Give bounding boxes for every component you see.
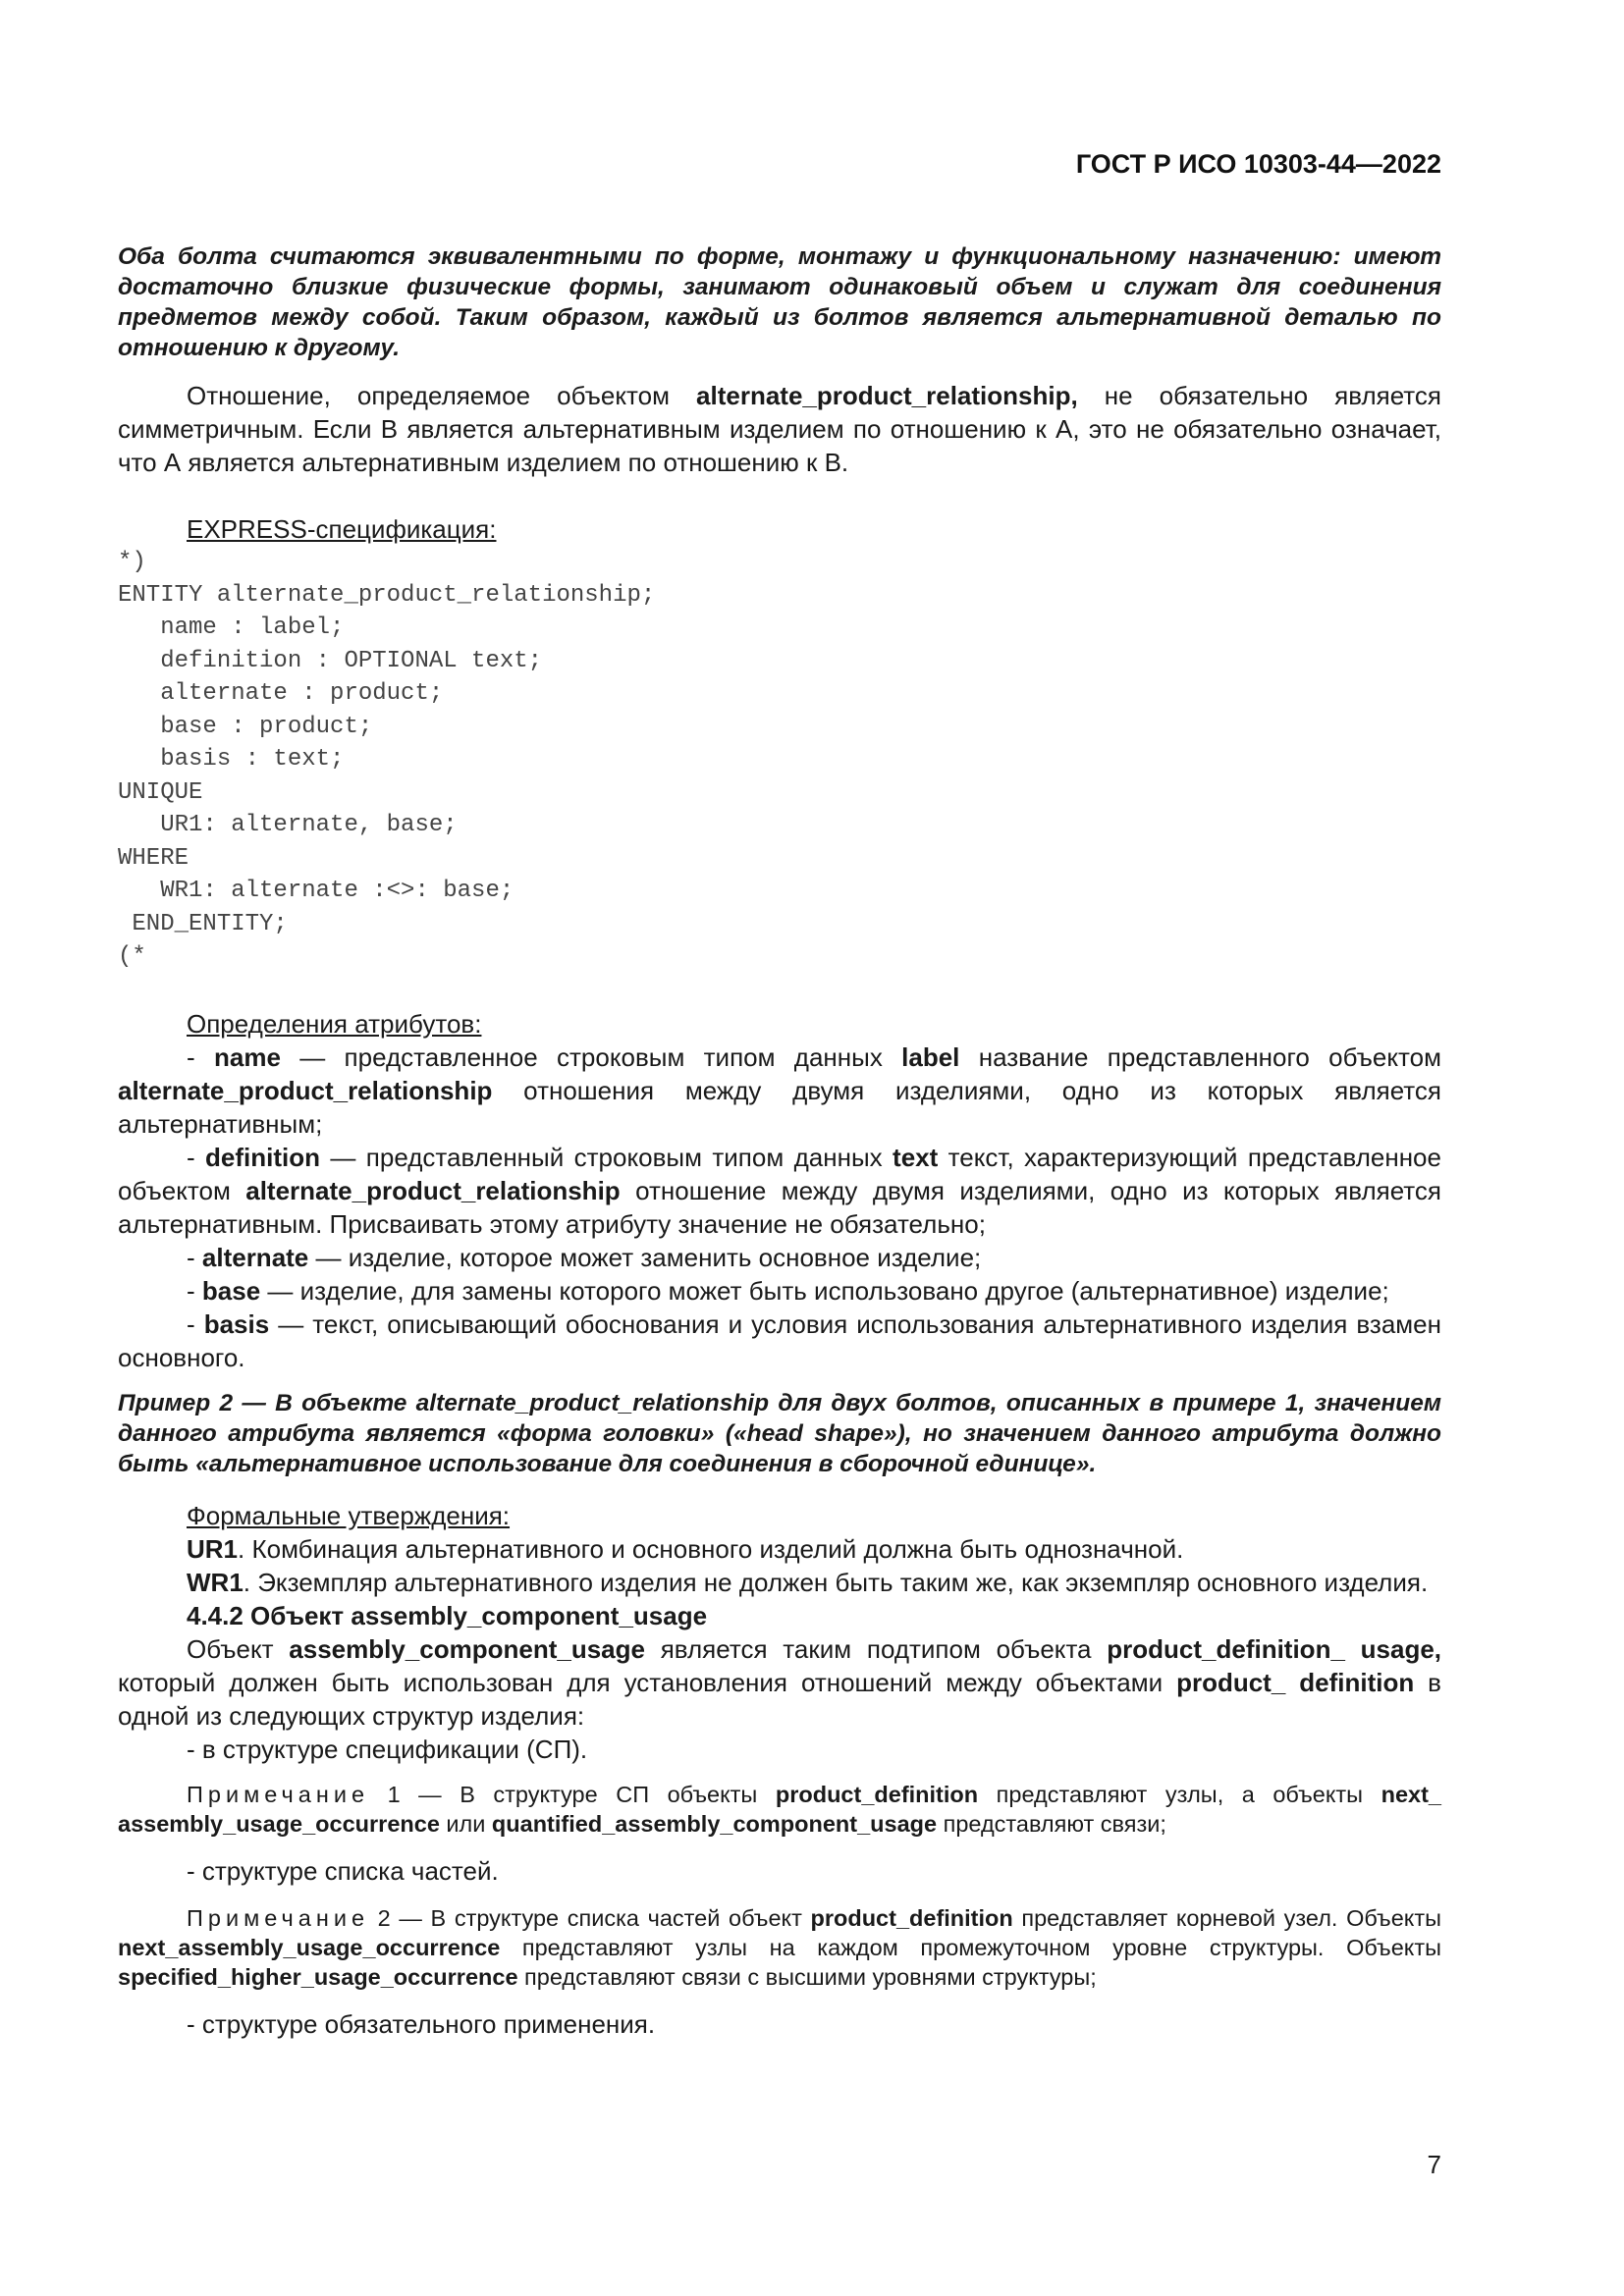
term: quantified_assembly_component_usage xyxy=(491,1810,938,1837)
text: — изделие, для замены которого может быть использовано другое (альтернативное) изделие; xyxy=(260,1275,1389,1306)
term: definition xyxy=(205,1142,321,1172)
section-4-4-2-heading: 4.4.2 Объект assembly_component_usage xyxy=(187,1600,708,1630)
term: product_definition xyxy=(775,1781,979,1807)
term: WR1 xyxy=(187,1567,244,1597)
text: Отношение, определяемое объектом xyxy=(187,381,697,410)
text: представляет корневой узел. Объекты xyxy=(1012,1904,1441,1931)
attr-alternate-definition: - alternate — изделие, которое может заменить основное изделие; xyxy=(187,1242,982,1272)
term: product_ definition xyxy=(1176,1667,1415,1697)
attr-definition-definition: - definition — представленный строковым типом данных text текст, характеризующий представленное объектом alternate_product_relationship отношение между двумя изделиями, одно из которых является альтернативным. Присваивать этому атрибуту значение не обязательно; xyxy=(118,1142,1441,1239)
attr-base-definition: - base — изделие, для замены которого может быть использовано другое (альтернативное) изделие; xyxy=(187,1275,1389,1306)
example-2: Пример 2 — В объекте alternate_product_relationship для двух болтов, описанных в примере 1, значением данного атрибута является «форма головки» («head shape»), но значением данного атрибута должно быть «альтернативное использование для соединения в сборочной единице». xyxy=(118,1389,1441,1477)
express-heading: EXPRESS-спецификация: xyxy=(187,514,497,544)
term: label xyxy=(901,1041,960,1072)
term: name xyxy=(213,1041,281,1072)
note-label: Примечание xyxy=(187,1904,370,1931)
term: product_definition_ usage, xyxy=(1107,1633,1442,1664)
example-1-tail: Оба болта считаются эквивалентными по форме, монтажу и функциональному назначению: имеют достаточно близкие физические формы, занимают одинаковый объем и служат для соединения предметов между собой. Таким образом, каждый из болтов является альтернативной деталью по отношению к другому. xyxy=(118,243,1441,361)
express-code: *) ENTITY alternate_product_relationship; name : label; definition : OPTIONAL text; alternate : product; base : product; basis : text; UNIQUE UR1: alternate, base; WHERE WR1: alternate :<>: base; END_ENTITY; (* xyxy=(118,549,656,970)
rule-wr1 xyxy=(118,1566,1441,1599)
text: название представленного объектом xyxy=(959,1041,1442,1072)
term: text xyxy=(893,1142,939,1172)
text: в одной из следующих структур изделия: xyxy=(118,1667,1441,1731)
text: отношение между двумя изделиями, одно из которых является альтернативным. Присваивать этому атрибуту значение не обязательно; xyxy=(118,1175,1441,1239)
structure-item-3: - структуре обязательного применения. xyxy=(187,2008,656,2039)
text: Объект xyxy=(187,1633,290,1664)
attr-basis-definition: - basis — текст, описывающий обоснования и условия использования альтернативного изделия взамен основного. xyxy=(118,1308,1441,1372)
term: product_definition xyxy=(810,1904,1013,1931)
term: base xyxy=(201,1275,261,1306)
term: alternate_product_relationship xyxy=(245,1175,621,1205)
text: . Экземпляр альтернативного изделия не должен быть таким же, как экземпляр основного изделия. xyxy=(243,1567,1429,1597)
text: — представленное строковым типом данных xyxy=(280,1041,902,1072)
text: . Комбинация альтернативного и основного изделий должна быть однозначной. xyxy=(238,1533,1184,1564)
text: представляют связи; xyxy=(937,1810,1166,1837)
page-number: 7 xyxy=(1427,2150,1441,2179)
term: alternate_product_relationship xyxy=(118,1075,493,1105)
rule-ur1 xyxy=(118,1532,1441,1566)
note-2 xyxy=(118,1903,1441,1992)
attribute-definitions-heading: Определения атрибутов: xyxy=(187,1008,482,1039)
text: отношения между двумя изделиями, одно из которых является альтернативным; xyxy=(118,1075,1441,1139)
text: является таким подтипом объекта xyxy=(644,1633,1108,1664)
term: specified_higher_usage_occurrence xyxy=(118,1963,518,1990)
note-1 xyxy=(118,1780,1441,1839)
text: 2 — В структуре списка частей объект xyxy=(369,1904,811,1931)
term: assembly_component_usage xyxy=(289,1633,645,1664)
text: 1 — В структуре СП объекты xyxy=(369,1781,776,1807)
text: который должен быть использован для установления отношений между объектами xyxy=(118,1667,1177,1697)
formal-statements-heading: Формальные утверждения: xyxy=(187,1500,511,1530)
text: — изделие, которое может заменить основное изделие; xyxy=(308,1242,982,1272)
term: alternate_product_relationship, xyxy=(696,381,1078,410)
attr-name-definition: - name — представленное строковым типом данных label название представленного объектом alternate_product_relationship отношения между двумя изделиями, одно из которых является альтернативным; xyxy=(118,1041,1442,1139)
term: next_assembly_usage_occurrence xyxy=(118,1934,501,1960)
term: next_ assembly_usage_occurrence xyxy=(118,1781,1441,1837)
document-header: ГОСТ Р ИСО 10303-44—2022 xyxy=(1075,149,1441,179)
text: представляют связи с высшими уровнями структуры; xyxy=(517,1963,1097,1990)
text: или xyxy=(439,1810,492,1837)
text: — представленный строковым типом данных xyxy=(320,1142,893,1172)
term: UR1 xyxy=(187,1533,239,1564)
term: basis xyxy=(203,1308,270,1339)
assembly-component-usage-paragraph xyxy=(118,1632,1441,1733)
text: не обязательно является симметричным. Если В является альтернативным изделием по отношению к А, это не обязательно означает, что А является альтернативным изделием по отношению к В. xyxy=(118,381,1442,477)
text: — текст, описывающий обоснования и условия использования альтернативного изделия взамен основного. xyxy=(118,1308,1441,1372)
structure-item-2: - структуре списка частей. xyxy=(187,1855,499,1886)
text: представляют узлы, а объекты xyxy=(978,1781,1381,1807)
text: представляют узлы на каждом промежуточном уровне структуры. Объекты xyxy=(500,1934,1441,1960)
structure-item-1: - в структуре спецификации (СП). xyxy=(187,1734,588,1764)
text: текст, характеризующий представленное объектом xyxy=(118,1142,1441,1205)
term: alternate xyxy=(201,1242,309,1272)
note-label: Примечание xyxy=(187,1781,370,1807)
relationship-paragraph xyxy=(118,379,1441,479)
